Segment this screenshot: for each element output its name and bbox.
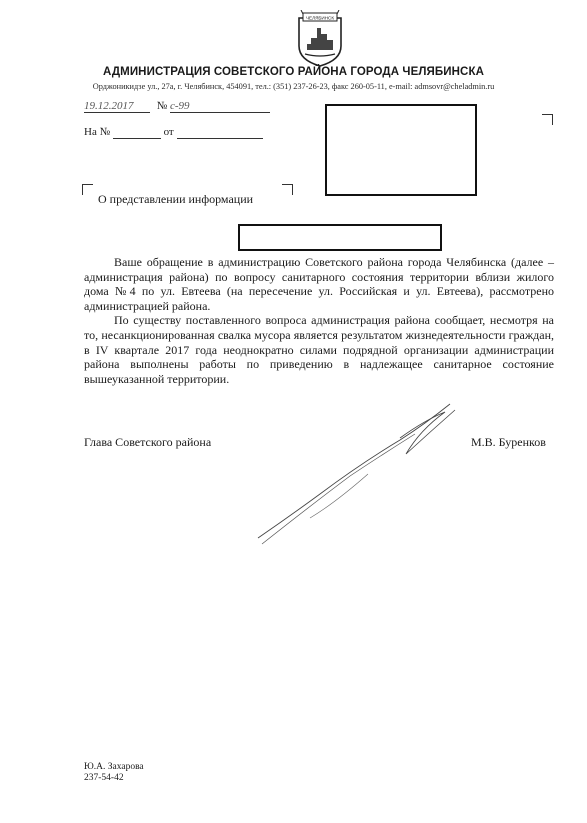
redacted-salutation [238, 224, 442, 251]
executor-block [84, 762, 144, 784]
registration-number: с-99 [170, 100, 270, 113]
executor-phone: 237-54-42 [84, 773, 124, 783]
subject-line: О представлении информации [98, 192, 254, 206]
reply-to-number-blank [113, 126, 161, 139]
subject-corner-left [82, 184, 93, 195]
emblem-text: ЧЕЛЯБИНСК [305, 15, 335, 21]
redacted-addressee [325, 104, 477, 196]
signatory-position: Глава Советского района [84, 435, 212, 449]
handwritten-signature-icon [250, 398, 465, 548]
registration-date: 19.12.2017 [84, 100, 150, 113]
addressee-corner-mark [542, 114, 553, 125]
organization-address: Орджоникидзе ул., 27а, г. Челябинск, 454091, тел.: (351) 237-26-23, факс 260-05-11, e-mail: admsovr@cheladmin.ru [92, 82, 495, 91]
body-paragraph-1: Ваше обращение в администрацию Советского района города Челябинска (далее – администрация района) по вопросу санитарного состояния территории вблизи жилого дома №4 по ул. Евтеева (на пересечение ул. Российская и ул. Евтеева), рассмотрено администрацией района. [84, 255, 554, 313]
executor-name: Ю.А. Захарова [84, 762, 144, 772]
organization-title: АДМИНИСТРАЦИЯ СОВЕТСКОГО РАЙОНА ГОРОДА ЧЕЛЯБИНСКА [103, 66, 484, 78]
reply-to-line [84, 126, 263, 139]
from-label: от [163, 126, 174, 138]
number-sign: № [156, 100, 168, 112]
from-date-blank [177, 126, 263, 139]
subject-corner-right [282, 184, 293, 195]
registration-date-field [84, 100, 270, 113]
letter-body [84, 255, 554, 386]
reply-to-label: На № [84, 126, 111, 138]
city-coat-of-arms-icon [293, 10, 347, 68]
body-paragraph-2: По существу поставленного вопроса администрация района сообщает, несмотря на то, несанкционированная свалка мусора является результатом жизнедеятельности граждан, в IV квартале 2017 года неоднократно силами подрядной организации администрации района выполнены работы по приведению в надлежащее санитарное состояние вышеуказанной территории. [84, 313, 554, 386]
signatory-name: М.В. Буренков [471, 435, 546, 449]
